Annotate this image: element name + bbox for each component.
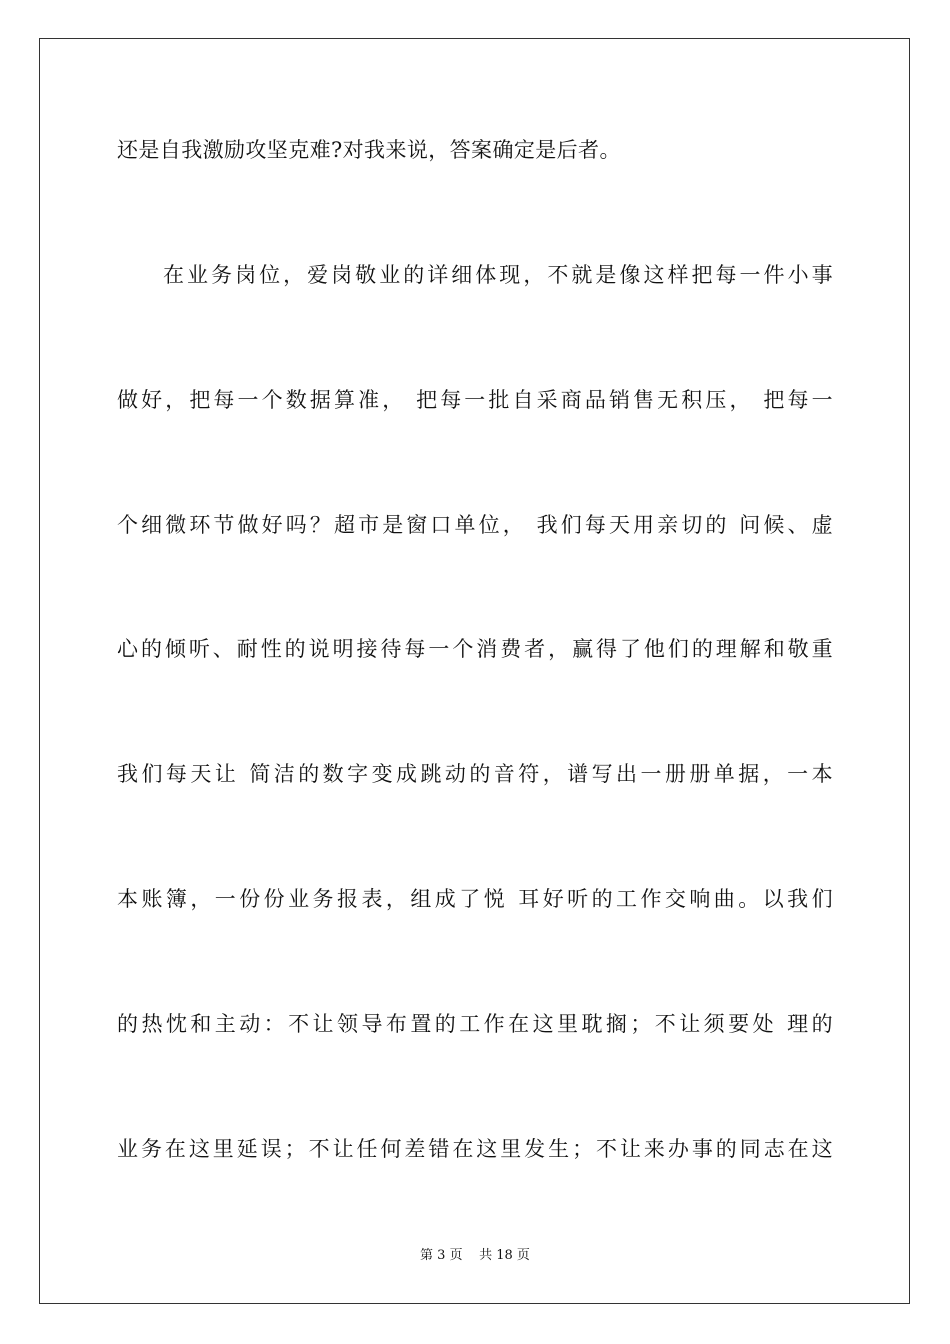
page-footer — [0, 1247, 950, 1265]
paragraph-line-9: 业务在这里延误；不让任何差错在这里发生；不让来办事的同志在这 — [117, 1137, 833, 1161]
paragraph-line-7: 本账簿，一份份业务报表，组成了悦 耳好听的工作交响曲。以我们 — [117, 887, 833, 911]
paragraph-line-4: 个细微环节做好吗？超市是窗口单位， 我们每天用亲切的 问候、虚 — [117, 513, 833, 537]
paragraph-line-5: 心的倾听、耐性的说明接待每一个消费者，赢得了他们的理解和敬重 — [117, 637, 833, 661]
page-border — [39, 38, 910, 1304]
paragraph-line-1: 还是自我激励攻坚克难?对我来说，答案确定是后者。 — [117, 138, 621, 162]
page-number: 第 3 页 — [420, 1248, 463, 1263]
page-total: 共 18 页 — [479, 1248, 530, 1263]
paragraph-line-2: 在业务岗位，爱岗敬业的详细体现，不就是像这样把每一件小事 — [163, 263, 833, 287]
paragraph-line-8: 的热忱和主动：不让领导布置的工作在这里耽搁；不让须要处 理的 — [117, 1012, 833, 1036]
paragraph-line-3: 做好，把每一个数据算准， 把每一批自采商品销售无积压， 把每一 — [117, 388, 833, 412]
paragraph-line-6: 我们每天让 简洁的数字变成跳动的音符，谱写出一册册单据，一本 — [117, 762, 833, 786]
